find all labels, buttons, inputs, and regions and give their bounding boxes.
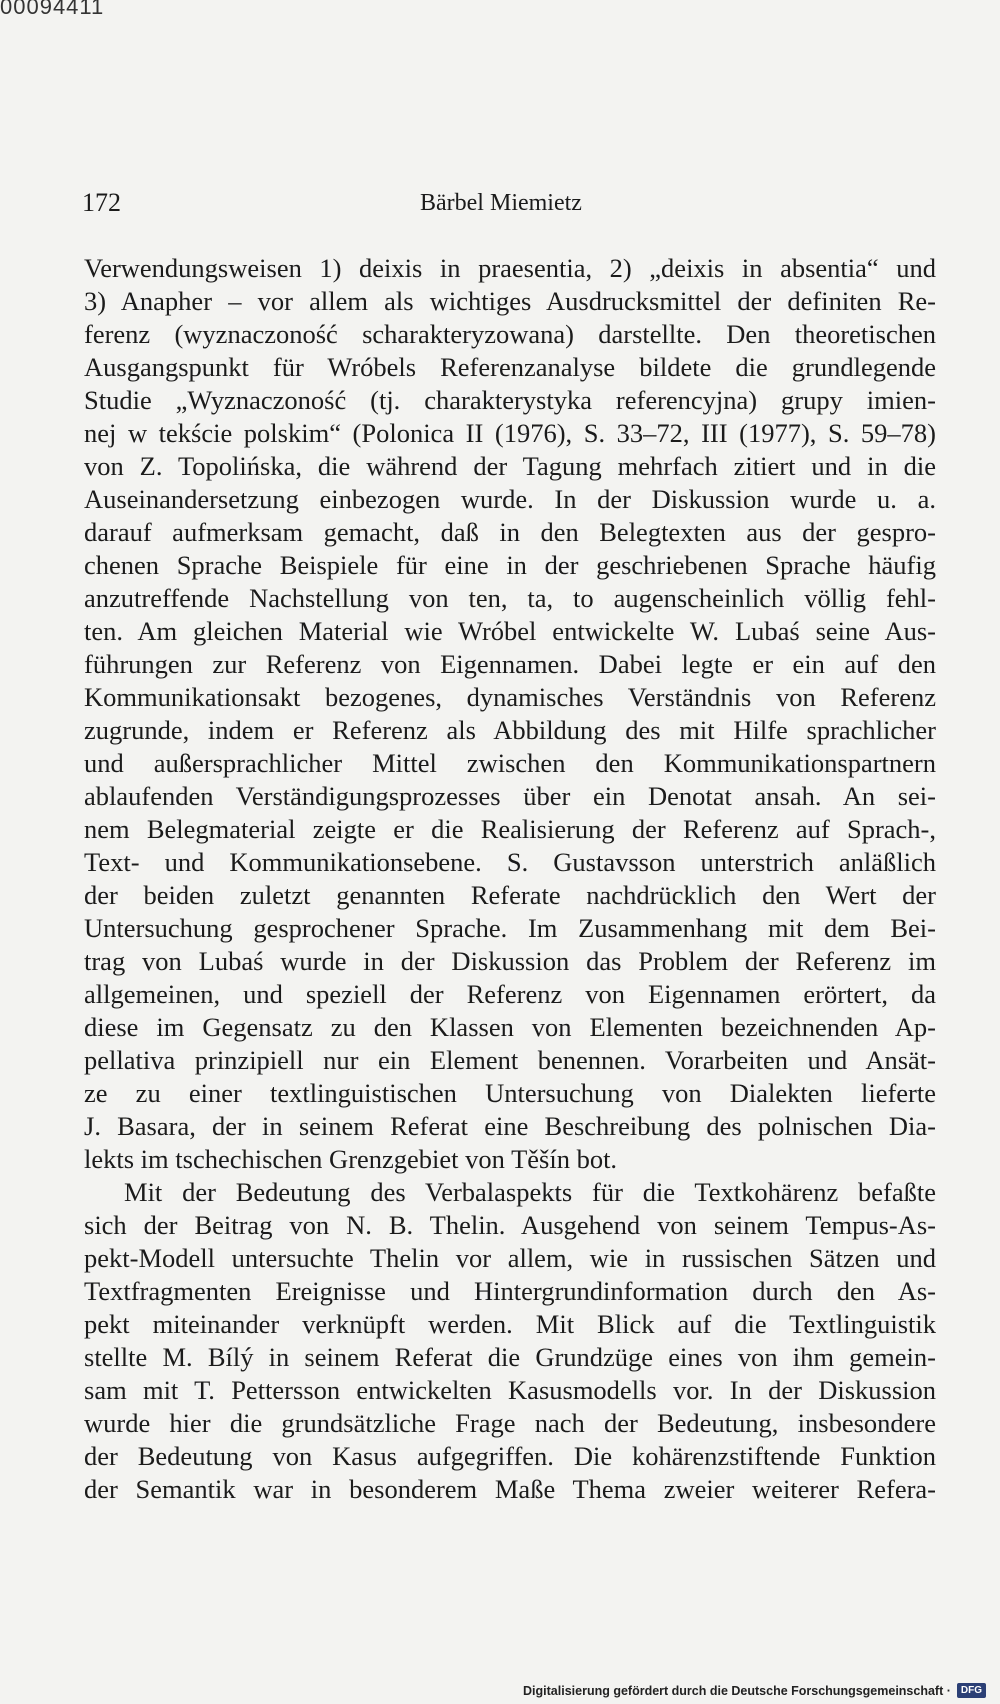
text-line: anzutreffende Nachstellung von ten, ta, to augenscheinlich völlig fehl- [84, 583, 936, 613]
text-line: stellte M. Bílý in seinem Referat die Grundzüge eines von ihm gemein- [84, 1342, 936, 1372]
text-line: der Semantik war in besonderem Maße Thema zweier weiterer Refera- [84, 1474, 936, 1504]
text-line: diese im Gegensatz zu den Klassen von Elementen bezeichnenden Ap- [84, 1012, 936, 1042]
text-line: 3) Anapher – vor allem als wichtiges Ausdrucksmittel der definiten Re- [84, 286, 936, 316]
text-line: Verwendungsweisen 1) deixis in praesentia, 2) „deixis in absentia“ und [84, 253, 936, 283]
text-line: nej w tekście polskim“ (Polonica II (1976), S. 33–72, III (1977), S. 59–78) [84, 418, 936, 448]
text-line: der beiden zuletzt genannten Referate nachdrücklich den Wert der [84, 880, 936, 910]
text-line: J. Basara, der in seinem Referat eine Beschreibung des polnischen Dia- [84, 1111, 936, 1141]
text-line: zugrunde, indem er Referenz als Abbildung des mit Hilfe sprachlicher [84, 715, 936, 745]
body-text [84, 252, 936, 1506]
text-line: nem Belegmaterial zeigte er die Realisierung der Referenz auf Sprach-, [84, 814, 936, 844]
text-line: Studie „Wyznaczoność (tj. charakterystyka referencyjna) grupy imien- [84, 385, 936, 415]
text-line: wurde hier die grundsätzliche Frage nach der Bedeutung, insbesondere [84, 1408, 936, 1438]
text-line: sich der Beitrag von N. B. Thelin. Ausgehend von seinem Tempus-As- [84, 1210, 936, 1240]
text-line: pekt miteinander verknüpft werden. Mit Blick auf die Textlinguistik [84, 1309, 936, 1339]
text-line: Ausgangspunkt für Wróbels Referenzanalyse bildete die grundlegende [84, 352, 936, 382]
text-line: ablaufenden Verständigungsprozesses über ein Denotat ansah. An sei- [84, 781, 936, 811]
text-line: ferenz (wyznaczoność scharakteryzowana) darstellte. Den theoretischen [84, 319, 936, 349]
text-line: Text- und Kommunikationsebene. S. Gustavsson unterstrich anläßlich [84, 847, 936, 877]
text-line: ten. Am gleichen Material wie Wróbel entwickelte W. Lubaś seine Aus- [84, 616, 936, 646]
page-number: 172 [82, 188, 121, 217]
text-line: Kommunikationsakt bezogenes, dynamisches Verständnis von Referenz [84, 682, 936, 712]
text-line: lekts im tschechischen Grenzgebiet von Těšín bot. [84, 1144, 618, 1174]
text-line: darauf aufmerksam gemacht, daß in den Belegtexten aus der gespro- [84, 517, 936, 547]
footer [523, 1683, 986, 1698]
text-line: allgemeinen, und speziell der Referenz von Eigennamen erörtert, da [84, 979, 936, 1009]
text-line: Untersuchung gesprochener Sprache. Im Zusammenhang mit dem Bei- [84, 913, 936, 943]
text-line: Textfragmenten Ereignisse und Hintergrundinformation durch den As- [84, 1276, 936, 1306]
text-line: chenen Sprache Beispiele für eine in der geschriebenen Sprache häufig [84, 550, 936, 580]
text-line: sam mit T. Pettersson entwickelten Kasusmodells vor. In der Diskussion [84, 1375, 936, 1405]
text-line: führungen zur Referenz von Eigennamen. Dabei legte er ein auf den [84, 649, 936, 679]
dfg-logo: DFG [957, 1683, 986, 1698]
text-line: Mit der Bedeutung des Verbalaspekts für die Textkohärenz befaßte [124, 1177, 936, 1207]
footer-credit: Digitalisierung gefördert durch die Deutsche Forschungsgemeinschaft · [523, 1683, 951, 1698]
text-line: von Z. Topolińska, die während der Tagung mehrfach zitiert und in die [84, 451, 936, 481]
text-line: pekt-Modell untersuchte Thelin vor allem, wie in russischen Sätzen und [84, 1243, 936, 1273]
text-line: der Bedeutung von Kasus aufgegriffen. Die kohärenzstiftende Funktion [84, 1441, 936, 1471]
scan-id: 00094411 [0, 0, 105, 19]
text-line: Auseinandersetzung einbezogen wurde. In der Diskussion wurde u. a. [84, 484, 936, 514]
text-line: trag von Lubaś wurde in der Diskussion das Problem der Referenz im [84, 946, 936, 976]
text-line: pellativa prinzipiell nur ein Element benennen. Vorarbeiten und Ansät- [84, 1045, 936, 1075]
running-head: Bärbel Miemietz [420, 190, 582, 216]
text-line: ze zu einer textlinguistischen Untersuchung von Dialekten lieferte [84, 1078, 936, 1108]
text-line: und außersprachlicher Mittel zwischen den Kommunikationspartnern [84, 748, 936, 778]
